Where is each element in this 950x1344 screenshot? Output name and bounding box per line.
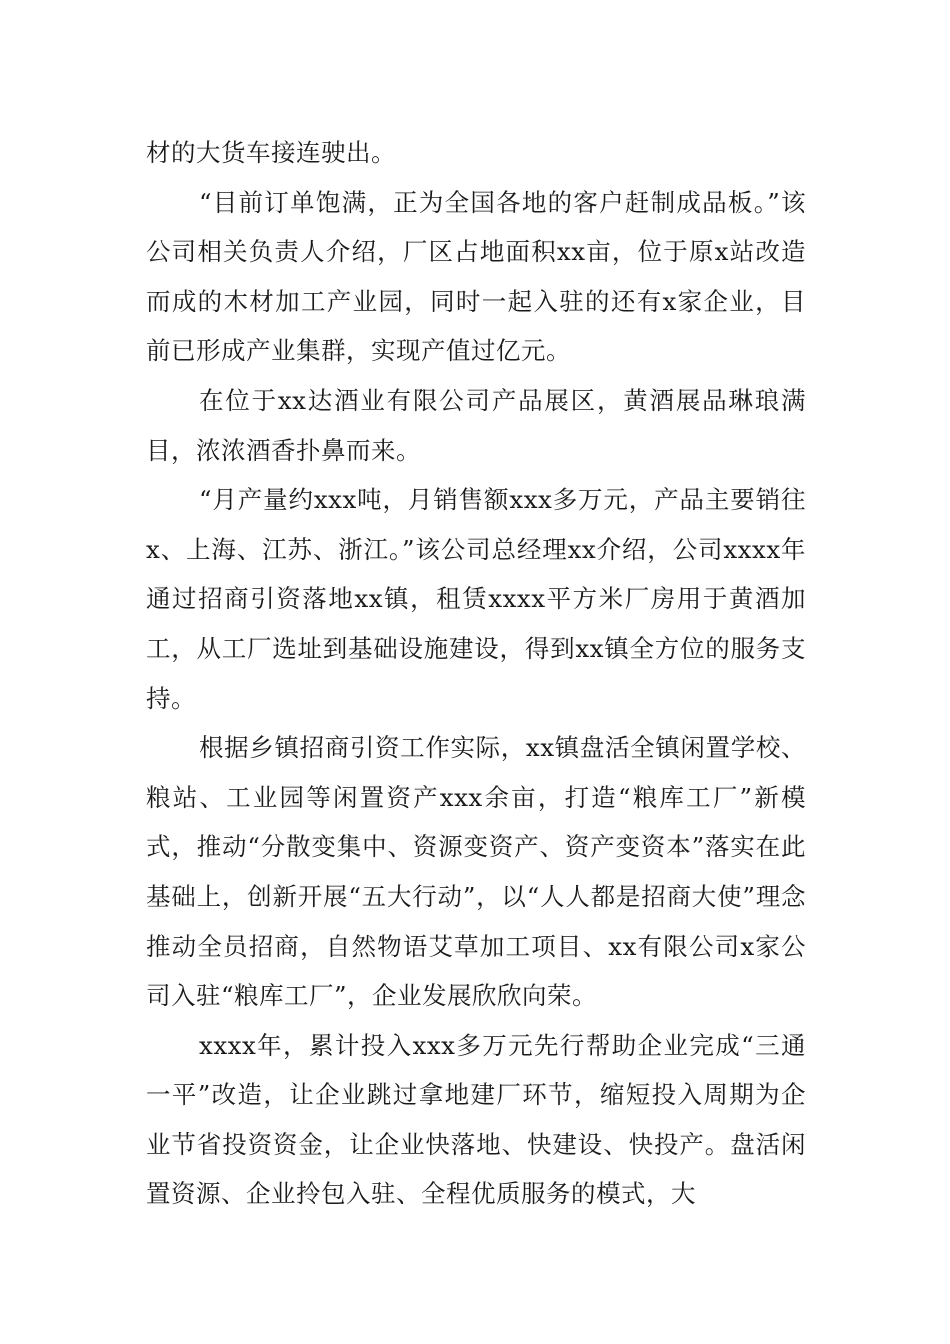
paragraph-investment: xxxx年，累计投入xxx多万元先行帮助企业完成“三通一平”改造，让企业跳过拿地建厂环节，缩短投入周期为企业节省投资资金，让企业快落地、快建设、快投产。盘活闲置资源、企业拎包入驻、全程优质服务的模式，大 [146, 1030, 806, 1209]
paragraph-granary-factory: 根据乡镇招商引资工作实际，xx镇盘活全镇闲置学校、粮站、工业园等闲置资产xxx余亩，打造“粮库工厂”新模式，推动“分散变集中、资源变资产、资产变资本”落实在此基础上，创新开展“五大行动”，以“人人都是招商大使”理念推动全员招商，自然物语艾草加工项目、xx有限公司x家公司入驻“粮库工厂”，企业发展欣欣向荣。 [146, 733, 806, 1011]
document-body [146, 128, 806, 1219]
paragraph-quote-order: “目前订单饱满，正为全国各地的客户赶制成品板。”该公司相关负责人介绍，厂区占地面积xx亩，位于原x站改造而成的木材加工产业园，同时一起入驻的还有x家企业，目前已形成产业集群，实现产值过亿元。 [146, 187, 806, 366]
paragraph-continuation: 材的大货车接连驶出。 [146, 138, 396, 167]
paragraph-wine-exhibit: 在位于xx达酒业有限公司产品展区，黄酒展品琳琅满目，浓浓酒香扑鼻而来。 [146, 385, 806, 465]
paragraph-quote-production: “月产量约xxx吨，月销售额xxx多万元，产品主要销往x、上海、江苏、浙江。”该公司总经理xx介绍，公司xxxx年通过招商引资落地xx镇，租赁xxxx平方米厂房用于黄酒加工，从工厂选址到基础设施建设，得到xx镇全方位的服务支持。 [146, 485, 806, 713]
